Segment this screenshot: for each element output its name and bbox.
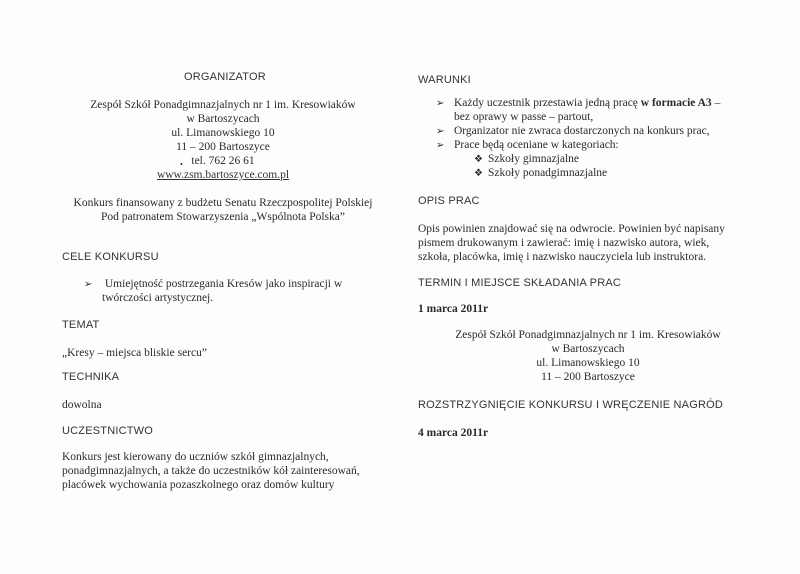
description-line: pismem drukowanym i zawierać: imię i nazwisko autora, wiek, bbox=[418, 237, 710, 249]
address-line: Zespół Szkół Ponadgimnazjalnych nr 1 im. Kresowiaków bbox=[455, 329, 721, 341]
results-heading: ROZSTRZYGNIĘCIE KONKURSU I WRĘCZENIE NAGRÓD bbox=[418, 399, 724, 411]
condition-item: ➢ Prace będą oceniane w kategoriach: bbox=[436, 138, 619, 153]
funding-line: Konkurs finansowany z budżetu Senatu Rzeczpospolitej Polskiej bbox=[73, 197, 373, 209]
condition-item: ➢ Organizator nie zwraca dostarczonych na konkurs prac, bbox=[436, 124, 710, 139]
diamond-bullet-icon: ❖ bbox=[474, 154, 483, 165]
description-line: Opis powinien znajdować się na odwrocie. Powinien być napisany bbox=[418, 223, 725, 235]
organizer-website bbox=[62, 168, 384, 182]
category-item: ❖ Szkoły ponadgimnazjalne bbox=[474, 166, 607, 181]
participation-line: placówek wychowania pozaszkolnego oraz domów kultury bbox=[62, 479, 335, 491]
organizer-phone: tel. 762 26 61 bbox=[191, 155, 255, 167]
deadline-date: 1 marca 2011r bbox=[418, 303, 489, 315]
technique-text: dowolna bbox=[62, 399, 102, 411]
theme-heading: TEMAT bbox=[62, 319, 100, 331]
address-line: w Bartoszycach bbox=[551, 343, 625, 355]
conditions-heading: WARUNKI bbox=[418, 74, 471, 86]
website-link[interactable]: www.zsm.bartoszyce.com.pl bbox=[156, 169, 290, 181]
category-item: ❖ Szkoły gimnazjalne bbox=[474, 152, 579, 167]
condition-item-continued: bez oprawy w passe – partout, bbox=[454, 111, 594, 123]
theme-text: „Kresy – miejsca bliskie sercu” bbox=[62, 347, 207, 359]
participation-line: ponadgimnazjalnych, a także do uczestników kół zainteresowań, bbox=[62, 465, 360, 477]
arrow-bullet-icon: ➢ bbox=[436, 126, 445, 137]
technique-heading: TECHNIKA bbox=[62, 371, 120, 383]
description-heading: OPIS PRAC bbox=[418, 195, 480, 207]
organizer-line: Zespół Szkół Ponadgimnazjalnych nr 1 im. Kresowiaków bbox=[90, 99, 356, 111]
arrow-bullet-icon: ➢ bbox=[436, 140, 445, 151]
stray-dot: • bbox=[180, 160, 183, 169]
results-date: 4 marca 2011r bbox=[418, 427, 489, 439]
participation-heading: UCZESTNICTWO bbox=[62, 425, 154, 437]
description-line: szkoła, placówka, imię i nazwisko nauczyciela lub instruktora. bbox=[418, 251, 707, 263]
patronage-line: Pod patronatem Stowarzyszenia „Wspólnota Polska” bbox=[101, 211, 345, 223]
address-line: ul. Limanowskiego 10 bbox=[536, 357, 640, 369]
arrow-bullet-icon: ➢ bbox=[436, 98, 445, 109]
diamond-bullet-icon: ❖ bbox=[474, 168, 483, 179]
deadline-heading: TERMIN I MIEJSCE SKŁADANIA PRAC bbox=[418, 277, 622, 289]
organizer-heading: ORGANIZATOR bbox=[184, 71, 266, 83]
organizer-line: w Bartoszycach bbox=[186, 113, 260, 125]
goals-bullet-continued: twórczości artystycznej. bbox=[102, 292, 214, 304]
goals-heading: CELE KONKURSU bbox=[62, 251, 159, 263]
participation-line: Konkurs jest kierowany do uczniów szkół gimnazjalnych, bbox=[62, 451, 329, 463]
goals-bullet: ➢ Umiejętność postrzegania Kresów jako inspiracji w bbox=[84, 277, 342, 292]
address-line: 11 – 200 Bartoszyce bbox=[541, 371, 635, 383]
arrow-bullet-icon: ➢ bbox=[84, 279, 93, 290]
organizer-line: ul. Limanowskiego 10 bbox=[171, 127, 275, 139]
organizer-line: 11 – 200 Bartoszyce bbox=[176, 141, 270, 153]
condition-item: ➢ Każdy uczestnik przestawia jedną pracę w formacie A3 – bbox=[436, 96, 720, 111]
